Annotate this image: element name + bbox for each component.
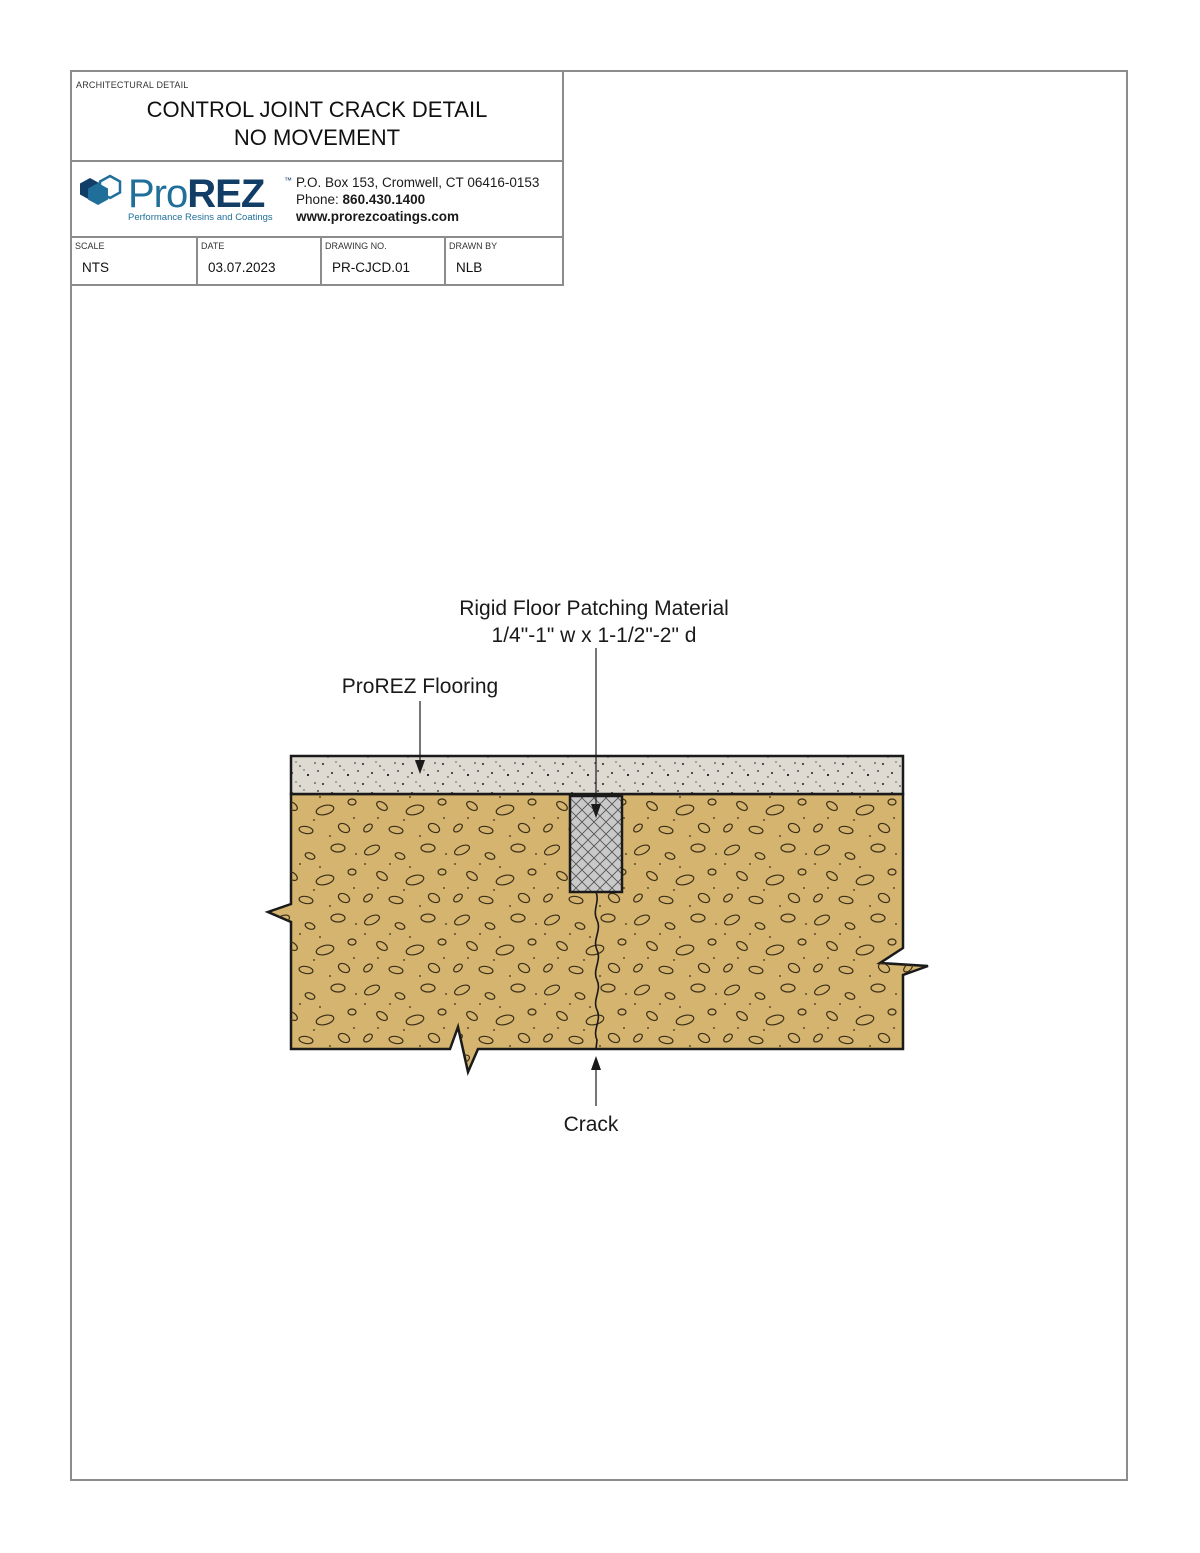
field-date (196, 238, 320, 284)
flooring-leader (415, 701, 425, 774)
field-date-label: DATE (201, 241, 225, 251)
field-scale (72, 238, 196, 284)
company-phone: 860.430.1400 (342, 192, 426, 207)
logo-pro: Pro (128, 172, 188, 216)
prorez-logo (78, 172, 292, 228)
logo-wordmark (128, 172, 264, 216)
flooring-callout: ProREZ Flooring (341, 675, 499, 698)
field-drawn-by-value: NLB (456, 260, 483, 275)
field-drawing-no-value: PR-CJCD.01 (332, 260, 411, 275)
logo-rez: REZ (187, 172, 265, 216)
patch-callout-line2: 1/4"-1" w x 1-1/2"-2" d (491, 624, 697, 647)
company-website: www.prorezcoatings.com (296, 209, 460, 224)
drawing-title-line2: NO MOVEMENT (233, 125, 401, 150)
company-address: P.O. Box 153, Cromwell, CT 06416-0153 (296, 175, 540, 190)
hexagon-logo-icon (78, 174, 128, 214)
field-drawn-by (444, 238, 562, 284)
field-scale-value: NTS (82, 260, 109, 275)
crack-callout: Crack (563, 1113, 619, 1136)
drawing-title-line1: CONTROL JOINT CRACK DETAIL (146, 97, 488, 122)
crack-leader (591, 1056, 601, 1106)
phone-label: Phone: (296, 192, 343, 207)
logo-trademark: ™ (284, 176, 292, 185)
company-phone-row (296, 191, 539, 208)
title-block-header (72, 72, 562, 162)
prorez-flooring-layer (291, 756, 903, 794)
field-date-value: 03.07.2023 (208, 260, 276, 275)
field-drawing-no-label: DRAWING NO. (325, 241, 387, 251)
company-info (72, 162, 562, 238)
drawing-type-label: ARCHITECTURAL DETAIL (76, 80, 189, 90)
logo-tagline: Performance Resins and Coatings (128, 212, 273, 223)
title-block-fields (72, 238, 562, 284)
title-block (70, 70, 564, 286)
field-drawn-by-label: DRAWN BY (449, 241, 498, 251)
field-drawing-no (320, 238, 444, 284)
contact-details (296, 174, 539, 225)
patch-callout-line1: Rigid Floor Patching Material (459, 597, 729, 620)
field-scale-label: SCALE (75, 241, 105, 251)
